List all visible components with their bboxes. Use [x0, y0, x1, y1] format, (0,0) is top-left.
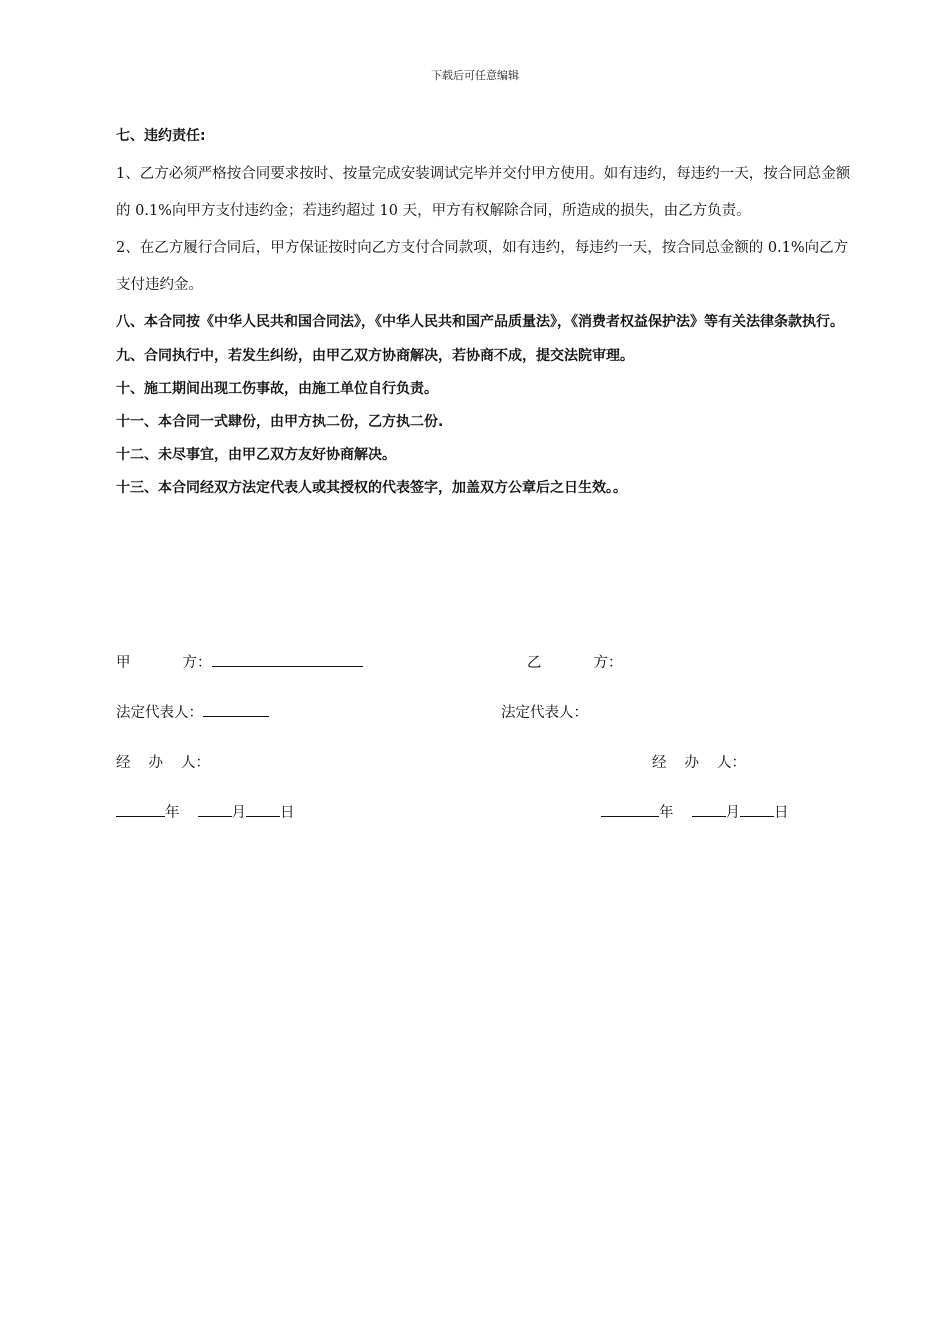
party-a-month-blank[interactable] — [198, 801, 232, 817]
party-a-name-blank[interactable] — [212, 651, 363, 667]
party-b-rep-label: 法定代表人： — [501, 705, 588, 721]
party-b-year-blank[interactable] — [601, 801, 659, 817]
party-a-name-line — [116, 651, 363, 672]
section-8: 八、本合同按《中华人民共和国合同法》，《中华人民共和国产品质量法》，《消费者权益保护法》等有关法律条款执行。 — [116, 314, 844, 330]
party-a-year-blank[interactable] — [116, 801, 165, 817]
party-a-date-line — [116, 801, 295, 822]
party-b-label-1: 乙 — [527, 655, 542, 671]
party-a-rep-label: 法定代表人： — [116, 705, 203, 721]
party-a-month: 月 — [231, 805, 246, 821]
party-a-rep-line — [116, 701, 269, 722]
section-7-title: 七、违约责任: — [116, 128, 206, 144]
party-b-month-blank[interactable] — [692, 801, 726, 817]
party-a-agent-2: 办 — [148, 755, 163, 771]
party-b-agent-3: 人： — [717, 755, 746, 771]
party-b-rep-line — [501, 701, 588, 722]
party-a-agent-line — [116, 751, 210, 772]
party-b-name-line — [527, 651, 623, 672]
section-7-clause-1: 1、乙方必须严格按合同要求按时、按量完成安装调试完毕并交付甲方使用。如有违约，每违约一天，按合同总金额的 0.1%向甲方支付违约金；若违约超过 10 天，甲方有权解除合同，所造成的损失，由乙方负责。 — [116, 166, 851, 219]
party-b-agent-2: 办 — [684, 755, 699, 771]
party-b-date-line — [601, 801, 789, 822]
party-a-label-1: 甲 — [116, 655, 131, 671]
party-b-label-2: 方： — [593, 655, 623, 671]
section-12: 十二、未尽事宜，由甲乙双方友好协商解决。 — [116, 447, 396, 463]
party-a-day-blank[interactable] — [246, 801, 280, 817]
party-b-day-blank[interactable] — [740, 801, 774, 817]
party-b-agent-1: 经 — [652, 755, 667, 771]
party-a-agent-1: 经 — [116, 755, 131, 771]
party-b-year: 年 — [659, 805, 674, 821]
party-b-month: 月 — [725, 805, 740, 821]
section-13: 十三、本合同经双方法定代表人或其授权的代表签字，加盖双方公章后之日生效。。 — [116, 480, 627, 496]
contract-body — [116, 124, 861, 505]
party-a-rep-blank[interactable] — [203, 701, 269, 717]
party-a-agent-3: 人： — [181, 755, 210, 771]
section-11: 十一、本合同一式肆份，由甲方执二份，乙方执二份. — [116, 414, 444, 430]
party-a-label-2: 方： — [182, 655, 212, 671]
party-a-day: 日 — [280, 805, 295, 821]
section-9: 九、合同执行中，若发生纠纷，由甲乙双方协商解决，若协商不成，提交法院审理。 — [116, 348, 634, 364]
section-10: 十、施工期间出现工伤事故，由施工单位自行负责。 — [116, 381, 438, 397]
party-b-day: 日 — [774, 805, 789, 821]
page-header-note: 下载后可任意编辑 — [431, 69, 519, 82]
party-a-year: 年 — [165, 805, 180, 821]
section-7-clause-2: 2、在乙方履行合同后，甲方保证按时向乙方支付合同款项，如有违约，每违约一天，按合同总金额的 0.1%向乙方支付违约金。 — [116, 240, 849, 293]
party-b-agent-line — [652, 751, 746, 772]
